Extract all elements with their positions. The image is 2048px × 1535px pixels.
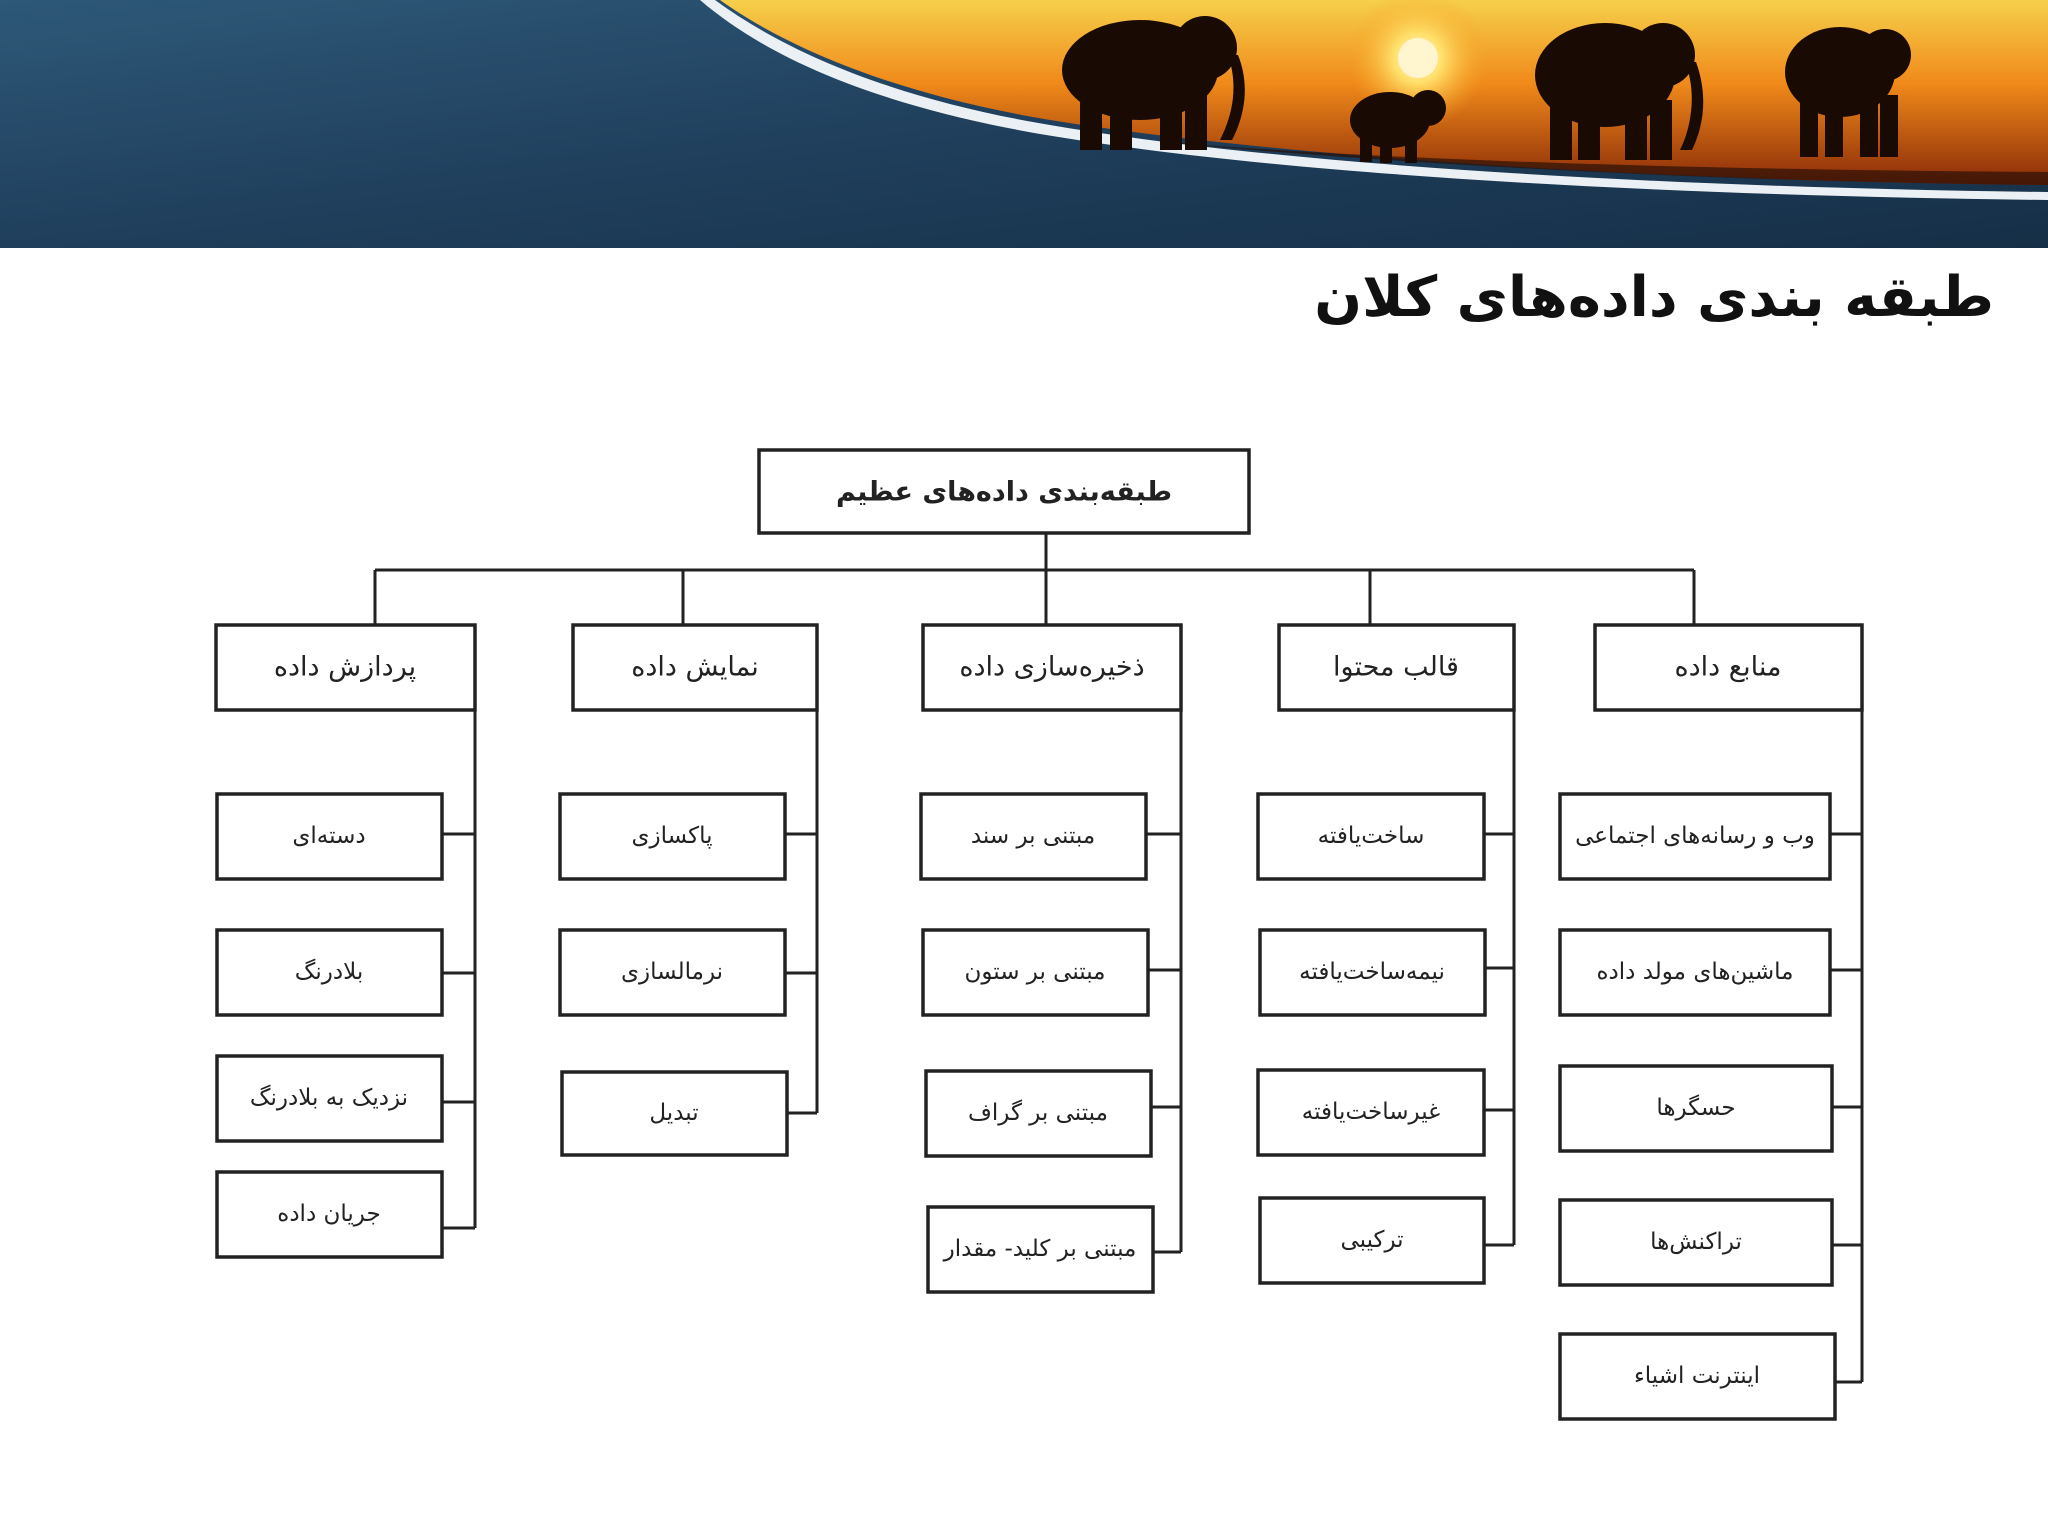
leaf-node [928,1207,1153,1292]
leaf-label: مبتنی بر کلید- مقدار [943,1236,1137,1262]
leaf-label: نزدیک به بلادرنگ [249,1085,409,1111]
category-data-processing [216,625,475,710]
leaf-label: وب و رسانه‌های اجتماعی [1575,823,1815,849]
category-data-processing-label: پردازش داده [273,651,417,683]
leaf-label: مبتنی بر ستون [964,959,1106,985]
leaf-label: پاکسازی [631,823,713,849]
leaf-label: نرمالسازی [620,959,724,985]
leaf-label: حسگرها [1656,1095,1736,1121]
category-content-format [1279,625,1514,710]
leaf-node [560,930,785,1015]
leaf-node [1560,1200,1832,1285]
leaf-node [560,794,785,879]
leaf-node [926,1071,1151,1156]
leaf-label: غیرساخت‌یافته [1301,1099,1441,1125]
leaf-label: نیمه‌ساخت‌یافته [1299,959,1445,985]
leaf-node [921,794,1146,879]
leaf-node [217,794,442,879]
leaf-label: جریان داده [277,1201,381,1227]
leaf-node [217,1056,442,1141]
leaf-label: مبتنی بر گراف [968,1100,1108,1126]
root-node-label: طبقه‌بندی داده‌های عظیم [835,476,1173,508]
leaf-node [923,930,1148,1015]
leaf-node [217,930,442,1015]
root-node [759,450,1249,533]
category-data-storage [923,625,1181,710]
leaf-node [217,1172,442,1257]
leaf-label: تبدیل [649,1100,699,1126]
leaf-node [1258,1070,1484,1155]
category-data-sources [1595,625,1862,710]
leaf-node [1560,1066,1832,1151]
leaf-node [1560,794,1830,879]
slide-title: طبقه بندی داده‌های کلان [1314,265,1994,330]
category-data-sources-label: منابع داده [1674,651,1782,683]
leaf-label: ساخت‌یافته [1317,823,1425,849]
leaf-label: ترکیبی [1340,1227,1404,1253]
leaf-node [1560,930,1830,1015]
category-data-representation [573,625,817,710]
leaf-label: تراکنش‌ها [1650,1229,1742,1255]
leaf-node [1260,930,1485,1015]
leaf-node [1560,1334,1835,1419]
leaf-label: مبتنی بر سند [970,823,1096,849]
category-data-representation-label: نمایش داده [631,651,759,683]
leaf-label: ماشین‌های مولد داده [1596,959,1794,985]
category-data-storage-label: ذخیره‌سازی داده [959,651,1145,683]
leaf-node [1258,794,1484,879]
leaf-label: اینترنت اشیاء [1633,1363,1761,1389]
leaf-label: بلادرنگ [294,959,364,985]
leaf-label: دسته‌ای [292,823,366,849]
leaf-node [1260,1198,1484,1283]
category-content-format-label: قالب محتوا [1333,651,1459,683]
leaf-node [562,1072,787,1155]
